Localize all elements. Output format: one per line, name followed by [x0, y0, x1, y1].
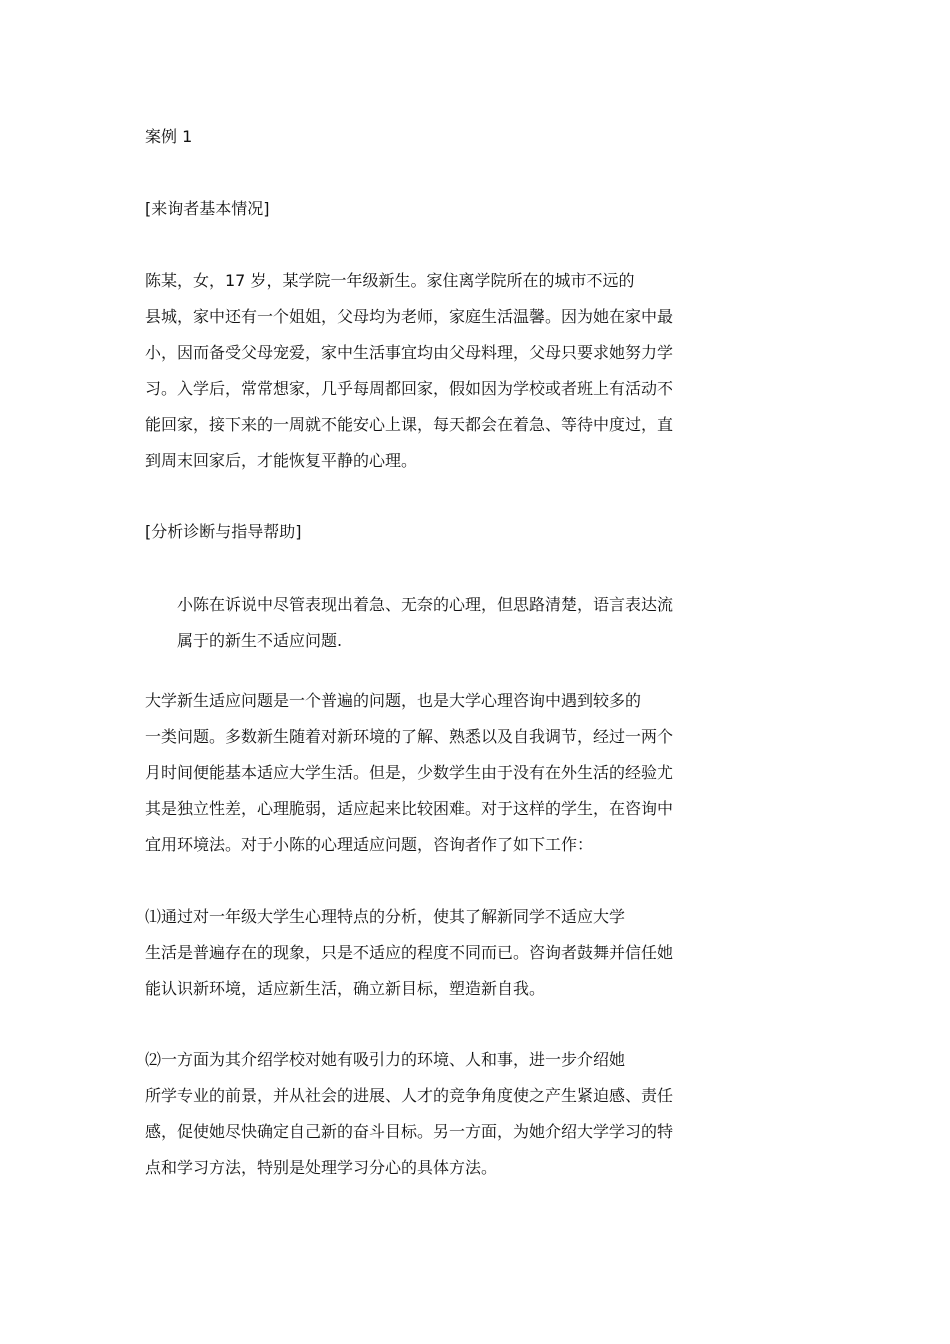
text-line: 到周末回家后，才能恢复平静的心理。 — [145, 451, 418, 470]
text-line: ⑵一方面为其介绍学校对她有吸引力的环境、人和事，进一步介绍她 — [145, 1050, 626, 1069]
text-line: 其是独立性差，心理脆弱，适应起来比较困难。对于这样的学生，在咨询中 — [145, 799, 674, 818]
text-line: 能回家，接下来的一周就不能安心上课，每天都会在着急、等待中度过，直 — [145, 415, 674, 434]
text-line: 能认识新环境，适应新生活，确立新目标，塑造新自我。 — [145, 979, 546, 998]
text-line: 点和学习方法，特别是处理学习分心的具体方法。 — [145, 1158, 498, 1177]
analysis-heading: [分析诊断与指导帮助] — [145, 522, 302, 541]
text-line: 生活是普遍存在的现象，只是不适应的程度不同而已。咨询者鼓舞并信任她 — [145, 943, 674, 962]
text-line: 陈某，女，17 岁，某学院一年级新生。家住离学院所在的城市不远的 — [145, 271, 635, 290]
text-line: 月时间便能基本适应大学生活。但是，少数学生由于没有在外生活的经验尤 — [145, 763, 674, 782]
client-info-heading: [来询者基本情况] — [145, 199, 270, 218]
text-line: ⑴通过对一年级大学生心理特点的分析，使其了解新同学不适应大学 — [145, 907, 626, 926]
text-line: 习。入学后，常常想家，几乎每周都回家，假如因为学校或者班上有活动不 — [145, 379, 674, 398]
text-line: 感，促使她尽快确定自己新的奋斗目标。另一方面，为她介绍大学学习的特 — [145, 1122, 674, 1141]
text-line: 大学新生适应问题是一个普遍的问题，也是大学心理咨询中遇到较多的 — [145, 691, 642, 710]
case-title: 案例 1 — [145, 127, 193, 146]
text-line: 属于的新生不适应问题. — [177, 631, 343, 650]
text-line: 小，因而备受父母宠爱，家中生活事宜均由父母料理，父母只要求她努力学 — [145, 343, 674, 362]
text-line: 县城，家中还有一个姐姐，父母均为老师，家庭生活温馨。因为她在家中最 — [145, 307, 674, 326]
text-line: 所学专业的前景，并从社会的进展、人才的竞争角度使之产生紧迫感、责任 — [145, 1086, 674, 1105]
text-line: 一类问题。多数新生随着对新环境的了解、熟悉以及自我调节，经过一两个 — [145, 727, 674, 746]
text-line: 小陈在诉说中尽管表现出着急、无奈的心理，但思路清楚，语言表达流 — [177, 595, 674, 614]
text-line: 宜用环境法。对于小陈的心理适应问题，咨询者作了如下工作： — [145, 835, 594, 854]
